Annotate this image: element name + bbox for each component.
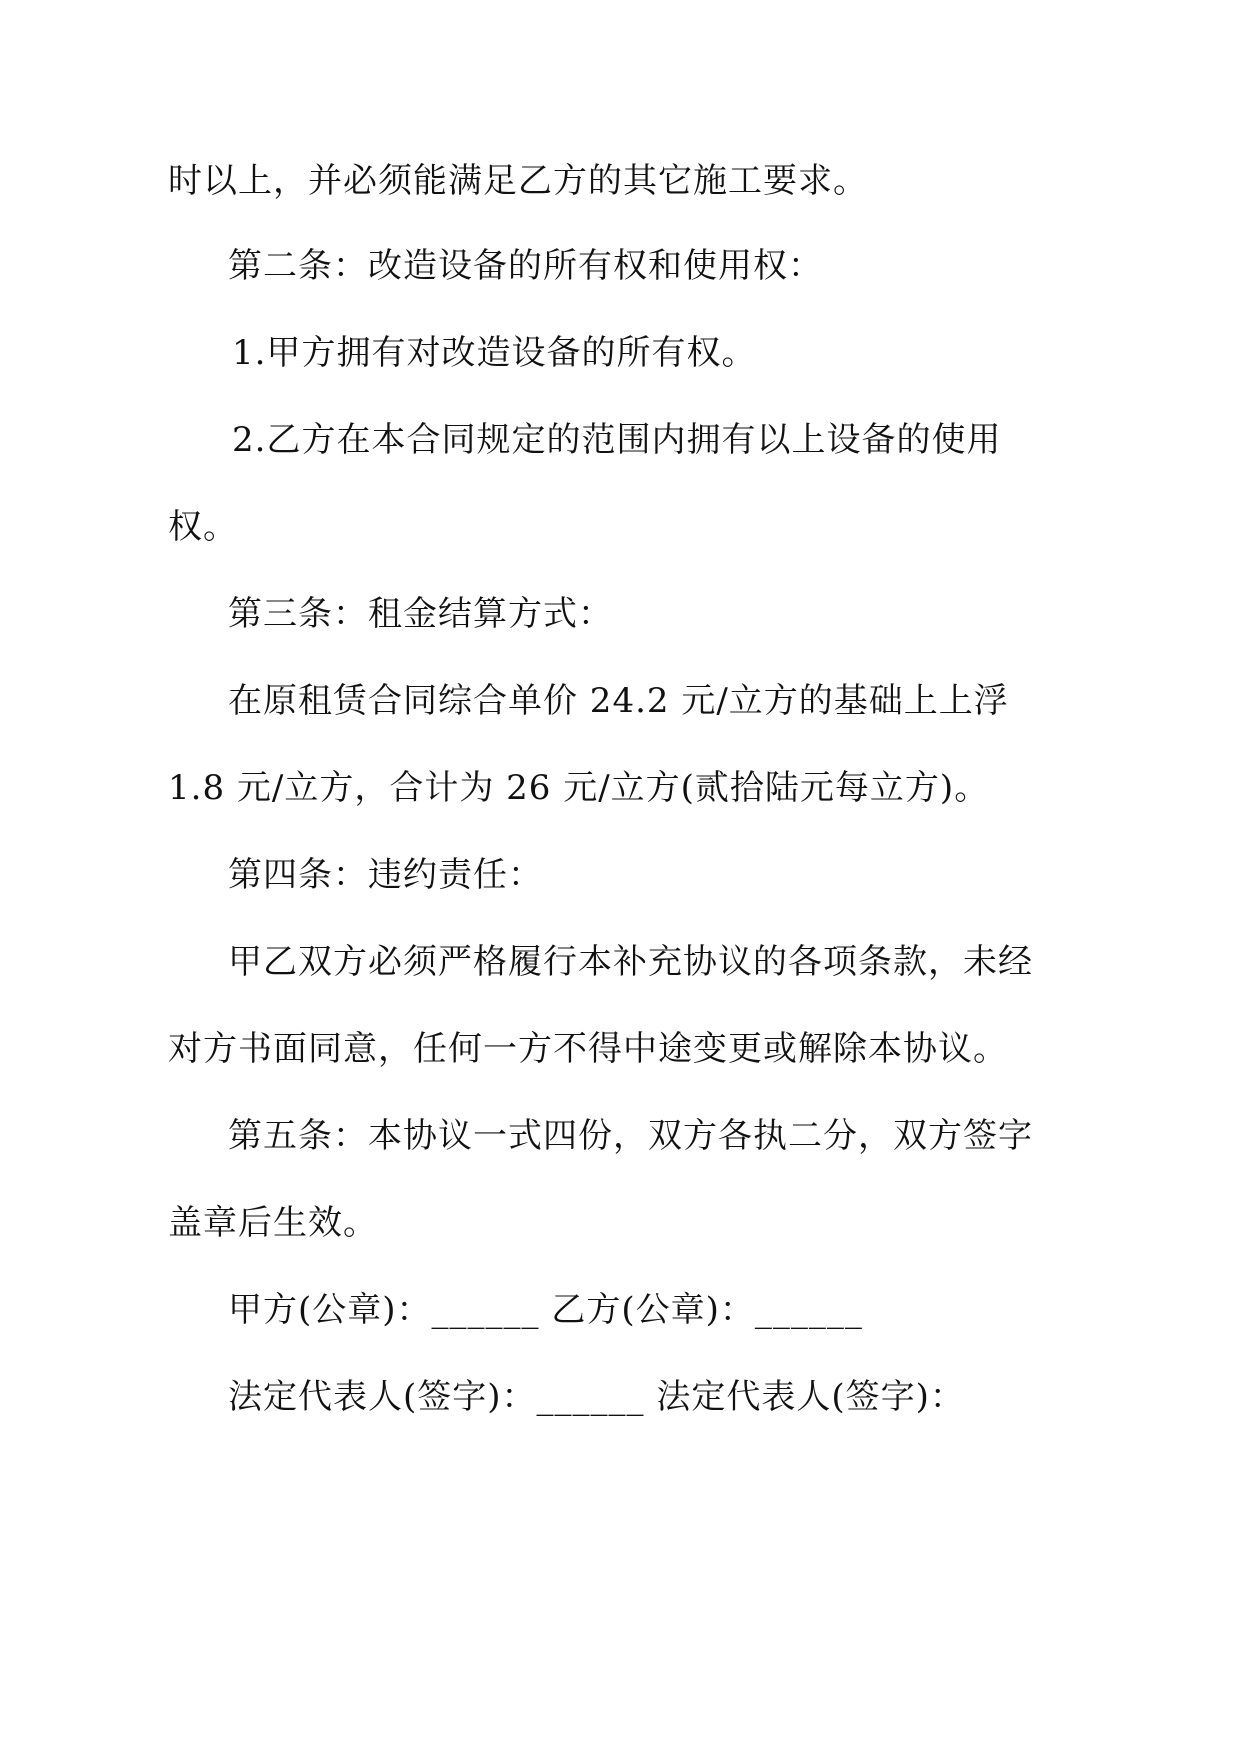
text-line: 权。 [168,507,238,547]
text-line: 时以上，并必须能满足乙方的其它施工要求。 [168,161,868,201]
signature-line-seal: 甲方(公章)：______ 乙方(公章)：______ [228,1290,863,1330]
signature-line-representative: 法定代表人(签字)：______ 法定代表人(签字)： [228,1377,965,1417]
article-heading: 第三条：租金结算方式： [228,594,613,634]
text-line: 1.甲方拥有对改造设备的所有权。 [232,333,757,373]
text-line: 甲乙双方必须严格履行本补充协议的各项条款，未经 [228,942,1033,982]
article-heading: 第四条：违约责任： [228,855,543,895]
article-heading: 第二条：改造设备的所有权和使用权： [228,246,823,286]
text-line: 对方书面同意，任何一方不得中途变更或解除本协议。 [168,1029,1008,1069]
article-heading: 第五条：本协议一式四份，双方各执二分，双方签字 [228,1116,1033,1156]
text-line: 2.乙方在本合同规定的范围内拥有以上设备的使用 [232,420,1002,460]
text-line: 盖章后生效。 [168,1203,378,1243]
text-line: 在原租赁合同综合单价 24.2 元/立方的基础上上浮 [228,681,1009,721]
text-line: 1.8 元/立方，合计为 26 元/立方(贰拾陆元每立方)。 [168,768,990,808]
